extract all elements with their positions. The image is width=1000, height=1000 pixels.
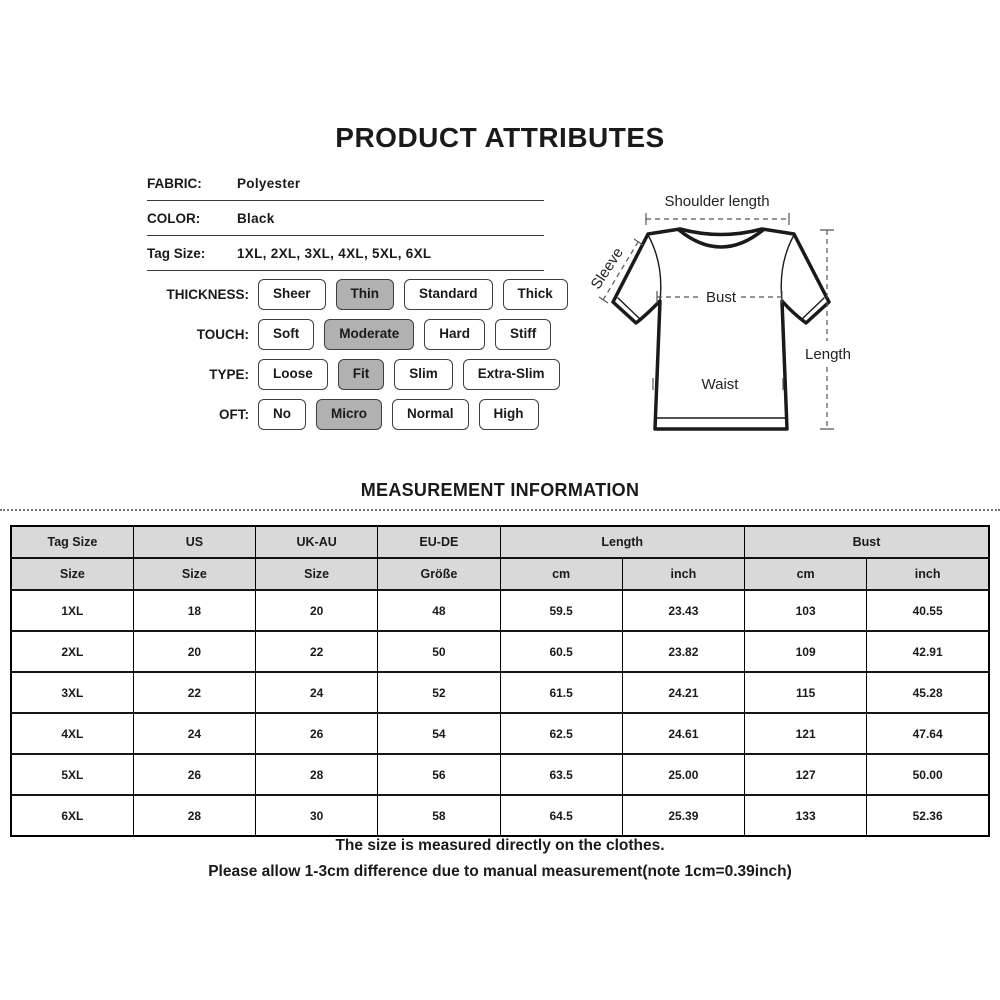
row-value: 58 [378,795,500,836]
option-choices [258,359,570,390]
row-value: 54 [378,713,500,754]
row-value: 45.28 [867,672,989,713]
unit-header-1-size: Size [133,558,255,590]
row-size-label: 2XL [11,631,133,672]
choice-thick[interactable]: Thick [503,279,568,310]
row-value: 52 [378,672,500,713]
row-value: 60.5 [500,631,622,672]
choice-standard[interactable]: Standard [404,279,493,310]
table-row-6xl [11,795,989,836]
row-value: 62.5 [500,713,622,754]
unit-header-0-size: Size [11,558,133,590]
color-value: Black [237,211,275,226]
row-value: 24 [256,672,378,713]
row-size-label: 6XL [11,795,133,836]
col-header-eu-de: EU-DE [378,526,500,558]
row-value: 59.5 [500,590,622,631]
unit-header-2-size: Size [256,558,378,590]
option-choices [258,399,549,430]
choice-stiff[interactable]: Stiff [495,319,551,350]
row-value: 40.55 [867,590,989,631]
choice-soft[interactable]: Soft [258,319,314,350]
basic-info-block [147,166,544,271]
choice-no[interactable]: No [258,399,306,430]
choice-high[interactable]: High [479,399,539,430]
page-title: PRODUCT ATTRIBUTES [335,122,665,153]
unit-header-4-cm: cm [500,558,622,590]
row-value: 50 [378,631,500,672]
row-value: 63.5 [500,754,622,795]
row-value: 50.00 [867,754,989,795]
option-label-type: TYPE: [209,366,249,382]
tshirt-measurement-diagram [580,180,1000,450]
row-value: 24.61 [622,713,744,754]
row-value: 133 [745,795,867,836]
col-header-uk-au: UK-AU [256,526,378,558]
choice-fit[interactable]: Fit [338,359,385,390]
waist-label: Waist [701,376,739,393]
row-size-label: 3XL [11,672,133,713]
attribute-options [0,274,578,434]
col-header-bust: Bust [745,526,990,558]
choice-micro[interactable]: Micro [316,399,382,430]
option-label-thickness: THICKNESS: [166,286,249,302]
row-value: 24 [133,713,255,754]
table-row-4xl [11,713,989,754]
row-value: 26 [256,713,378,754]
row-value: 24.21 [622,672,744,713]
row-value: 109 [745,631,867,672]
dotted-divider [0,509,1000,511]
tshirt-outline [613,229,829,429]
row-value: 20 [256,590,378,631]
row-value: 42.91 [867,631,989,672]
tag-size-value: 1XL, 2XL, 3XL, 4XL, 5XL, 6XL [237,246,432,261]
col-header-us: US [133,526,255,558]
table-row-3xl [11,672,989,713]
row-value: 30 [256,795,378,836]
row-value: 25.39 [622,795,744,836]
color-label: COLOR: [147,211,201,226]
choice-thin[interactable]: Thin [336,279,395,310]
size-table [10,525,990,837]
row-value: 23.82 [622,631,744,672]
col-header-tag-size: Tag Size [11,526,133,558]
option-choices [258,319,561,350]
row-value: 52.36 [867,795,989,836]
row-size-label: 1XL [11,590,133,631]
length-label: Length [805,346,851,363]
option-choices [258,279,578,310]
table-row-5xl [11,754,989,795]
row-value: 64.5 [500,795,622,836]
option-label-touch: TOUCH: [196,326,249,342]
choice-normal[interactable]: Normal [392,399,469,430]
choice-loose[interactable]: Loose [258,359,328,390]
unit-header-7-inch: inch [867,558,989,590]
row-value: 61.5 [500,672,622,713]
measurement-section-title: MEASUREMENT INFORMATION [360,480,640,500]
option-row-type [0,354,578,394]
option-label-oft: OFT: [219,406,249,422]
row-value: 115 [745,672,867,713]
row-value: 103 [745,590,867,631]
info-row-color [147,201,544,236]
size-table-header [11,526,989,590]
table-row-1xl [11,590,989,631]
row-size-label: 5XL [11,754,133,795]
row-value: 48 [378,590,500,631]
table-row-2xl [11,631,989,672]
option-row-touch [0,314,578,354]
info-row-fabric [147,166,544,201]
unit-header-3-gr-e: Größe [378,558,500,590]
row-size-label: 4XL [11,713,133,754]
tag-size-label: Tag Size: [147,246,206,261]
row-value: 28 [256,754,378,795]
row-value: 22 [133,672,255,713]
sleeve-label: Sleeve [587,244,627,293]
row-value: 22 [256,631,378,672]
fabric-value: Polyester [237,176,301,191]
row-value: 26 [133,754,255,795]
row-value: 23.43 [622,590,744,631]
option-row-thickness [0,274,578,314]
choice-moderate[interactable]: Moderate [324,319,414,350]
row-value: 28 [133,795,255,836]
row-value: 47.64 [867,713,989,754]
col-header-length: Length [500,526,745,558]
choice-slim[interactable]: Slim [394,359,453,390]
row-value: 121 [745,713,867,754]
choice-hard[interactable]: Hard [424,319,485,350]
choice-extra-slim[interactable]: Extra-Slim [463,359,560,390]
row-value: 56 [378,754,500,795]
row-value: 25.00 [622,754,744,795]
unit-header-6-cm: cm [745,558,867,590]
measure-note-1: The size is measured directly on the clothes. [335,837,665,854]
shoulder-length-label: Shoulder length [664,193,770,210]
option-row-oft [0,394,578,434]
measure-note-2: Please allow 1-3cm difference due to manual measurement(note 1cm=0.39inch) [208,863,792,880]
size-table-body [11,590,989,836]
fabric-label: FABRIC: [147,176,202,191]
choice-sheer[interactable]: Sheer [258,279,326,310]
row-value: 127 [745,754,867,795]
row-value: 20 [133,631,255,672]
unit-header-5-inch: inch [622,558,744,590]
row-value: 18 [133,590,255,631]
bust-label: Bust [705,289,737,306]
info-row-tag-size [147,236,544,271]
